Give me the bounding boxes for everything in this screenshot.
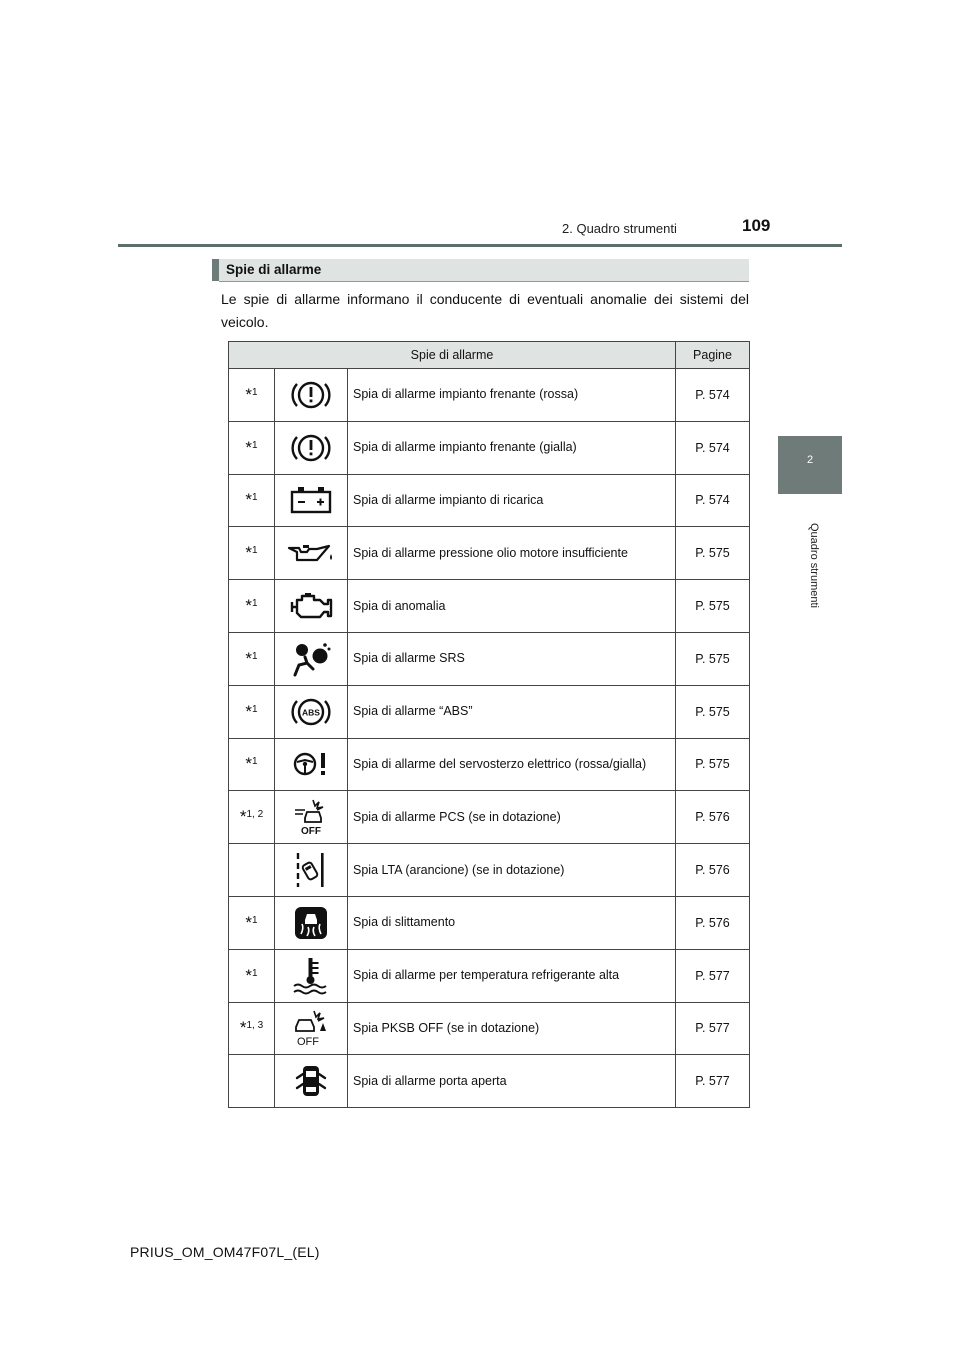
- page-reference: P. 574: [676, 369, 750, 422]
- footnote-mark: [229, 738, 275, 791]
- footnote-mark: [229, 632, 275, 685]
- table-row: [229, 685, 750, 738]
- table-row: [229, 791, 750, 844]
- lta-lane-icon: [275, 851, 347, 889]
- page-reference: P. 575: [676, 738, 750, 791]
- intro-paragraph: Le spie di allarme informano il conducente di eventuali anomalie dei sistemi del veicolo.: [221, 291, 749, 330]
- page-reference: P. 574: [676, 474, 750, 527]
- footnote-number: 1, 3: [246, 1020, 264, 1032]
- asterisk: *: [239, 1018, 247, 1038]
- warning-lights-table: [228, 341, 750, 1108]
- asterisk: *: [245, 596, 253, 616]
- page-reference: P. 575: [676, 527, 750, 580]
- chapter-tab-label: Quadro strumenti: [808, 522, 820, 608]
- footnote-mark: [229, 421, 275, 474]
- footnote-mark: [229, 1002, 275, 1055]
- footnote-mark: [229, 527, 275, 580]
- footnote-number: 1: [252, 650, 258, 662]
- table-row: [229, 896, 750, 949]
- footnote-number: 1: [252, 492, 258, 504]
- table-header-row: [229, 342, 750, 369]
- asterisk: *: [245, 384, 253, 404]
- asterisk: *: [245, 912, 253, 932]
- footnote-number: 1: [252, 439, 258, 451]
- header-warning-lights: Spie di allarme: [229, 342, 676, 369]
- table-row: [229, 632, 750, 685]
- row-description: Spia di slittamento: [348, 896, 676, 949]
- header-divider: [118, 244, 842, 247]
- engine-check-icon: [275, 590, 347, 622]
- header-pages: Pagine: [676, 342, 750, 369]
- table-row: [229, 369, 750, 422]
- footnote-mark: [229, 791, 275, 844]
- page-reference: P. 577: [676, 1055, 750, 1108]
- page-reference: P. 576: [676, 896, 750, 949]
- battery-charge-icon: [275, 485, 347, 515]
- slip-indicator-icon: [275, 906, 347, 940]
- asterisk: *: [239, 807, 247, 827]
- row-description: Spia di allarme porta aperta: [348, 1055, 676, 1108]
- row-description: Spia di allarme impianto frenante (rossa): [348, 369, 676, 422]
- table-row: [229, 474, 750, 527]
- brake-warning-icon: [275, 431, 347, 465]
- abs-icon: [275, 695, 347, 729]
- page-reference: P. 577: [676, 1002, 750, 1055]
- asterisk: *: [245, 965, 253, 985]
- row-description: Spia di allarme SRS: [348, 632, 676, 685]
- footnote-number: 1: [252, 598, 258, 610]
- footnote-mark: [229, 474, 275, 527]
- asterisk: *: [245, 437, 253, 457]
- footnote-number: 1: [252, 386, 258, 398]
- row-description: Spia di allarme pressione olio motore insufficiente: [348, 527, 676, 580]
- row-description: Spia di anomalia: [348, 580, 676, 633]
- footnote-number: 1: [252, 914, 258, 926]
- footnote-mark: [229, 896, 275, 949]
- abs-icon-text: ABS: [302, 707, 320, 718]
- page-reference: P. 577: [676, 949, 750, 1002]
- oil-pressure-icon: [275, 540, 347, 566]
- door-open-icon: [275, 1062, 347, 1100]
- row-description: Spia di allarme PCS (se in dotazione): [348, 791, 676, 844]
- footnote-number: 1, 2: [246, 809, 264, 821]
- footnote-mark: [229, 369, 275, 422]
- row-description: Spia di allarme impianto frenante (gialla): [348, 421, 676, 474]
- page-reference: P. 575: [676, 685, 750, 738]
- asterisk: *: [245, 543, 253, 563]
- footnote-number: 1: [252, 967, 258, 979]
- power-steering-icon: [275, 749, 347, 779]
- table-row: [229, 580, 750, 633]
- table-row: [229, 844, 750, 897]
- pksb-off-icon: [275, 1009, 347, 1047]
- pcs-off-text: OFF: [301, 826, 321, 837]
- section-heading-bar: [212, 259, 749, 281]
- row-description: Spia PKSB OFF (se in dotazione): [348, 1002, 676, 1055]
- asterisk: *: [245, 754, 253, 774]
- row-description: Spia di allarme “ABS”: [348, 685, 676, 738]
- table-row: [229, 421, 750, 474]
- row-description: Spia di allarme del servosterzo elettrico (rossa/gialla): [348, 738, 676, 791]
- page-reference: P. 575: [676, 632, 750, 685]
- section-title: Spie di allarme: [226, 262, 322, 277]
- row-description: Spia di allarme impianto di ricarica: [348, 474, 676, 527]
- footnote-mark: [229, 844, 275, 897]
- page-number: 109: [742, 216, 771, 235]
- coolant-temp-icon: [275, 956, 347, 996]
- table-row: [229, 527, 750, 580]
- pksb-off-text: OFF: [297, 1036, 319, 1048]
- page-reference: P. 574: [676, 421, 750, 474]
- chapter-tab-number: 2: [806, 454, 814, 466]
- footnote-mark: [229, 580, 275, 633]
- running-header-section: 2. Quadro strumenti: [562, 221, 677, 236]
- page-reference: P. 576: [676, 791, 750, 844]
- footnote-mark: [229, 949, 275, 1002]
- asterisk: *: [245, 701, 253, 721]
- table-row: [229, 1002, 750, 1055]
- footnote-mark: [229, 1055, 275, 1108]
- document-code: PRIUS_OM_OM47F07L_(EL): [130, 1244, 320, 1260]
- pcs-off-icon: [275, 798, 347, 836]
- row-description: Spia LTA (arancione) (se in dotazione): [348, 844, 676, 897]
- footnote-number: 1: [252, 756, 258, 768]
- page-reference: P. 575: [676, 580, 750, 633]
- table-row: [229, 738, 750, 791]
- srs-airbag-icon: [275, 641, 347, 677]
- table-row: [229, 1055, 750, 1108]
- page-reference: P. 576: [676, 844, 750, 897]
- brake-warning-icon: [275, 378, 347, 412]
- table-row: [229, 949, 750, 1002]
- footnote-number: 1: [252, 703, 258, 715]
- chapter-tab: [778, 436, 842, 494]
- asterisk: *: [245, 648, 253, 668]
- asterisk: *: [245, 490, 253, 510]
- footnote-mark: [229, 685, 275, 738]
- footnote-number: 1: [252, 545, 258, 557]
- row-description: Spia di allarme per temperatura refrigerante alta: [348, 949, 676, 1002]
